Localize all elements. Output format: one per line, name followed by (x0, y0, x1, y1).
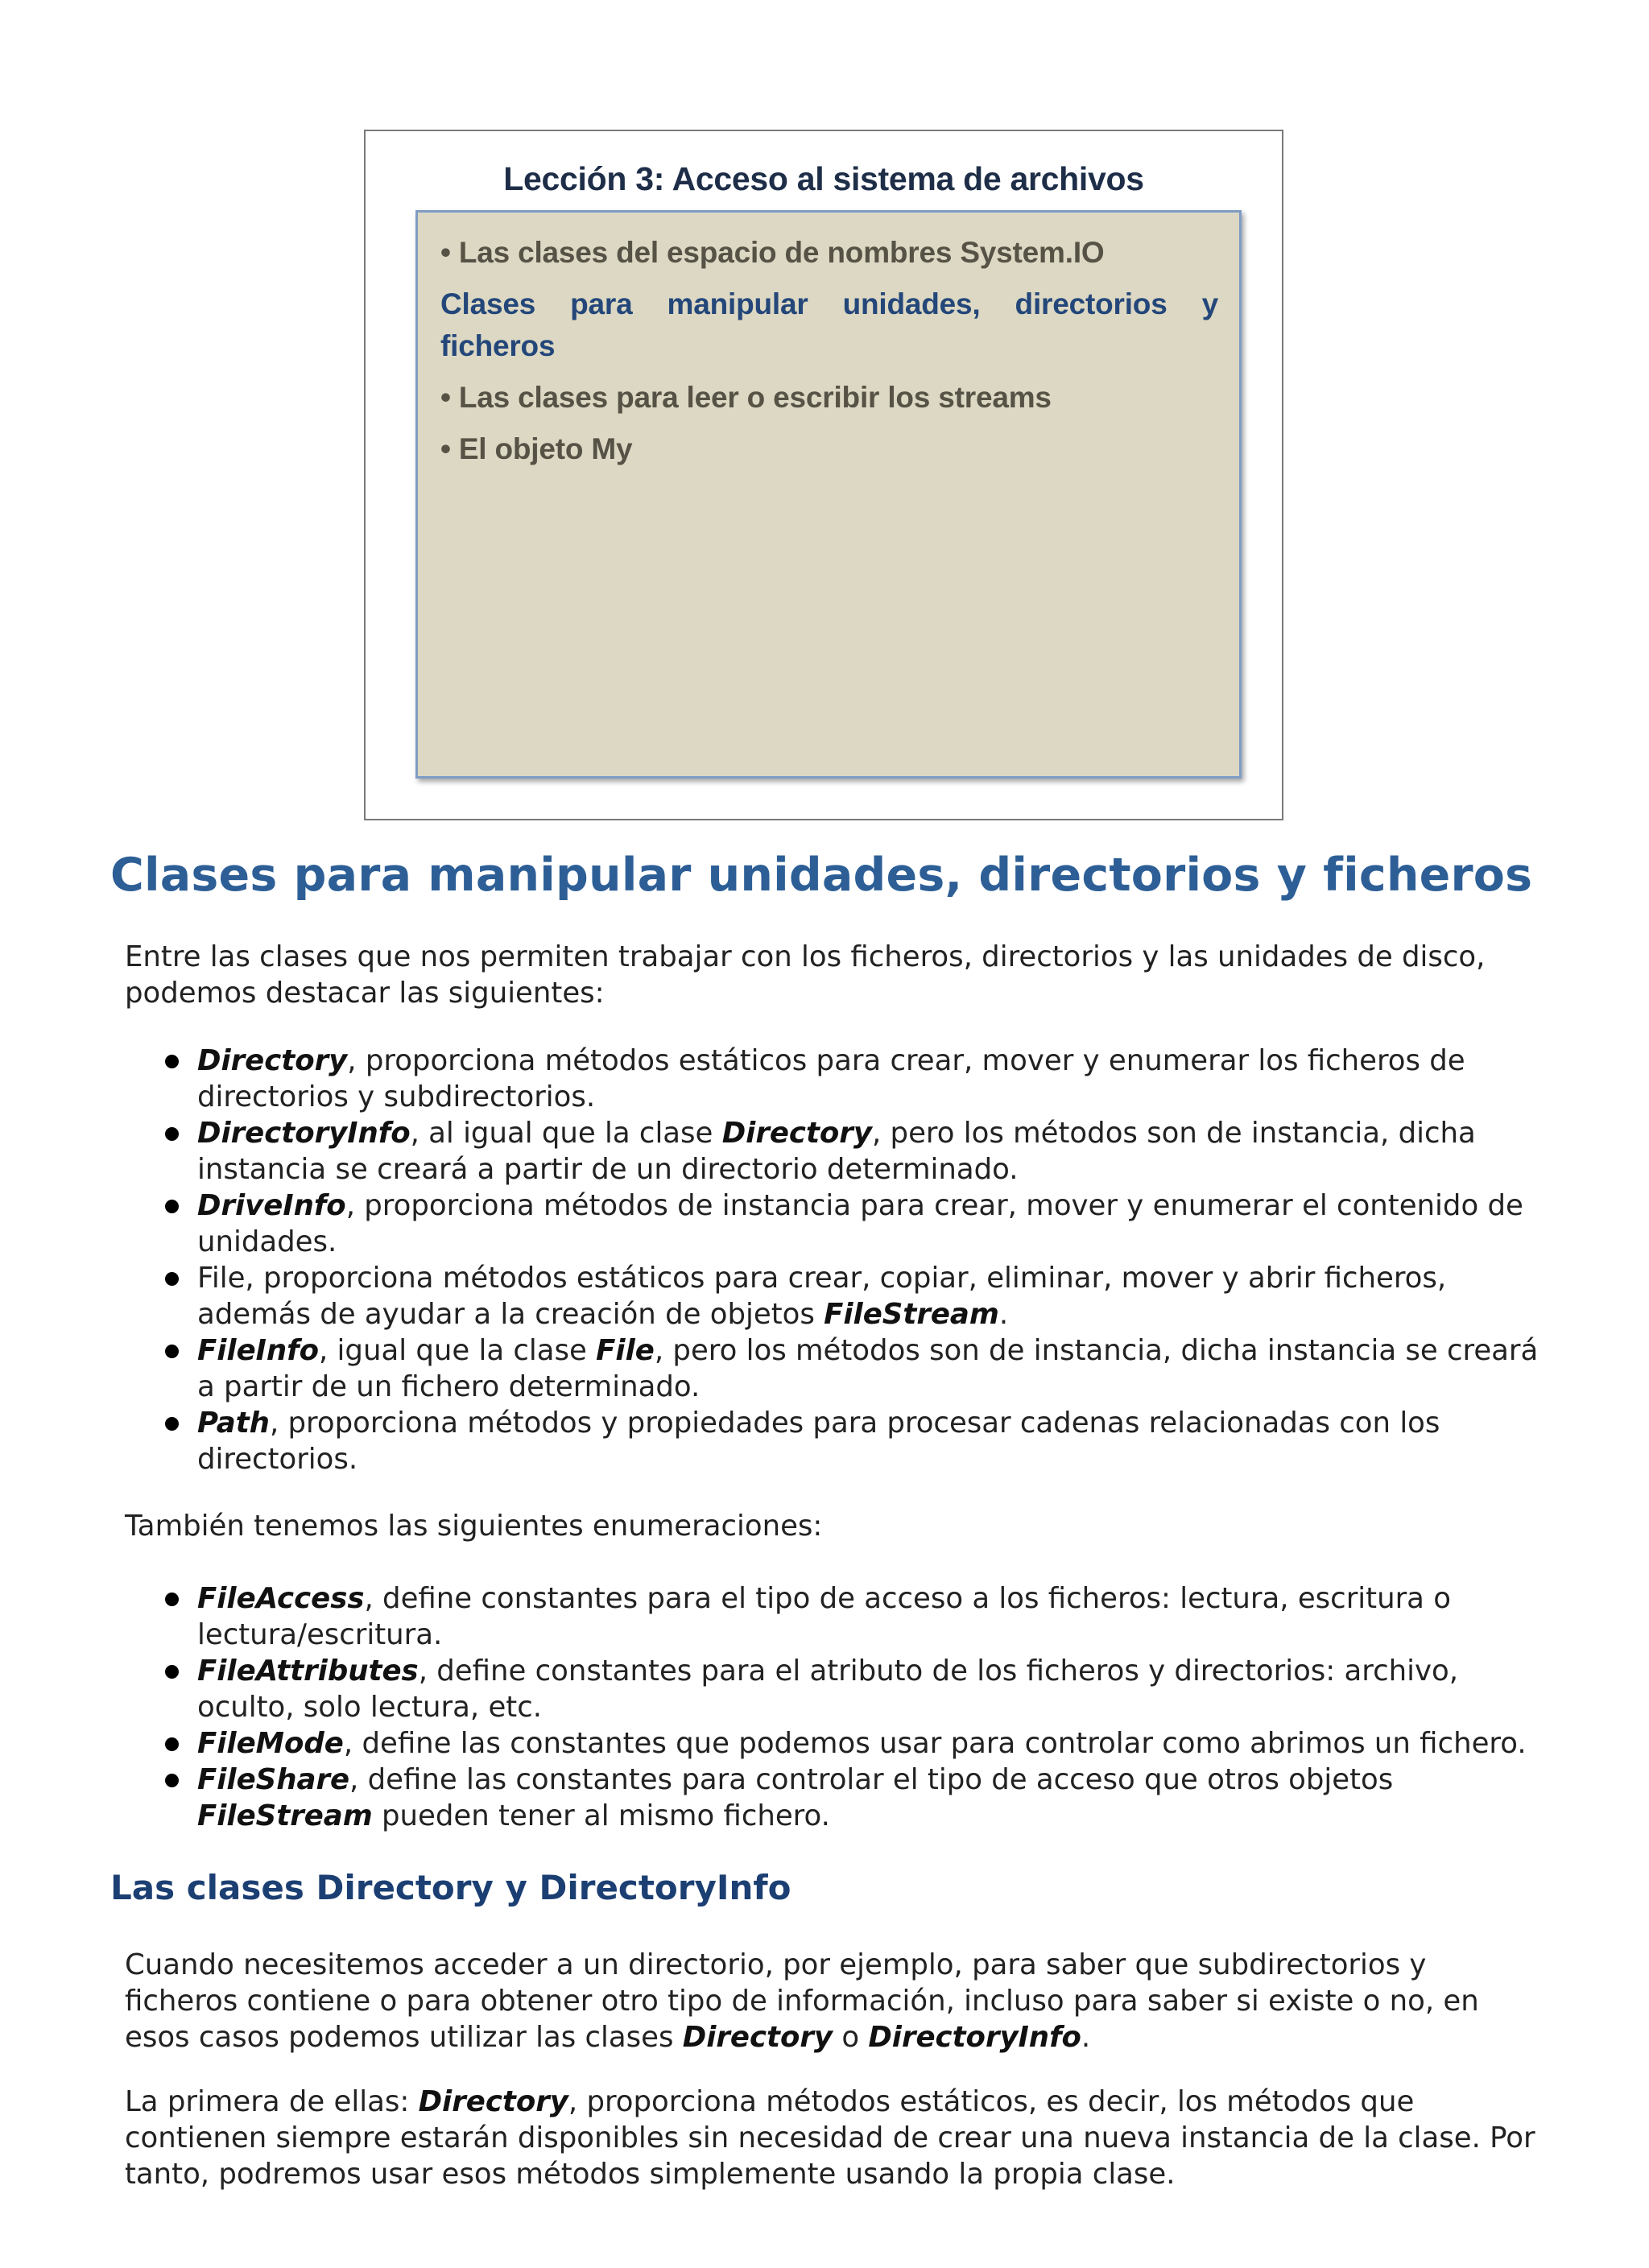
class-name: DirectoryInfo (197, 1117, 411, 1150)
enum-name: FileShare (197, 1763, 350, 1796)
class-name: Path (197, 1407, 270, 1440)
enum-intro-paragraph: También tenemos las siguientes enumeraciones: (125, 1510, 823, 1543)
enum-name: FileMode (197, 1727, 344, 1760)
directory-static-paragraph: La primera de ellas: Directory, proporciona métodos estáticos, es decir, los métodos que contienen siempre estarán disponibles sin necesidad de crear una nueva instancia de la clase. Por tanto, podremos usar esos métodos simplemente usando la propia clase. (125, 2085, 1535, 2191)
slide-bullet-streams: • Las clases para leer o escribir los streams (440, 381, 1052, 414)
classes-list (125, 1043, 1550, 1477)
subsection-title: Las clases Directory y DirectoryInfo (110, 1868, 791, 1907)
slide-content-box (415, 210, 1242, 779)
list-item-fileinfo: FileInfo, igual que la clase File, pero los métodos son de instancia, dicha instancia se creará a partir de un fichero determinado. (125, 1332, 1550, 1405)
intro-paragraph: Entre las clases que nos permiten trabajar con los ficheros, directorios y las unidades de disco, podemos destacar las siguientes: (125, 940, 1486, 1010)
slide-image (364, 130, 1283, 820)
list-item-fileattributes: FileAttributes, define constantes para el atributo de los ficheros y directorios: archivo, oculto, solo lectura, etc. (125, 1653, 1550, 1725)
list-item-file: File, proporciona métodos estáticos para crear, copiar, eliminar, mover y abrir ficheros, además de ayudar a la creación de objetos FileStream. (125, 1260, 1550, 1332)
list-item-driveinfo: DriveInfo, proporciona métodos de instancia para crear, mover y enumerar el contenido de unidades. (125, 1188, 1550, 1260)
slide-highlight-line-2: ficheros (440, 329, 556, 362)
list-item-directory: Directory, proporciona métodos estáticos para crear, mover y enumerar los ficheros de directorios y subdirectorios. (125, 1043, 1550, 1115)
class-name: FileInfo (197, 1334, 319, 1367)
slide-bullet-my: • El objeto My (440, 432, 633, 465)
slide-title: Lección 3: Acceso al sistema de archivos (503, 160, 1144, 197)
slide-bullet-systemio: • Las clases del espacio de nombres System.IO (440, 236, 1105, 269)
slide-highlight-line-1: Clases para manipular unidades, directorios y (440, 287, 1218, 320)
list-item-fileaccess: FileAccess, define constantes para el tipo de acceso a los ficheros: lectura, escritura o lectura/escritura. (125, 1580, 1550, 1653)
class-name: Directory (197, 1044, 348, 1077)
list-item-directoryinfo: DirectoryInfo, al igual que la clase Directory, pero los métodos son de instancia, dicha instancia se creará a partir de un directorio determinado. (125, 1115, 1550, 1188)
enum-name: FileAccess (197, 1582, 365, 1615)
enums-list (125, 1580, 1550, 1834)
list-item-path: Path, proporciona métodos y propiedades para procesar cadenas relacionadas con los directorios. (125, 1405, 1550, 1477)
directory-access-paragraph: Cuando necesitemos acceder a un directorio, por ejemplo, para saber que subdirectorios y ficheros contiene o para obtener otro tipo de información, incluso para saber si existe o no, en esos casos podemos utilizar las clases Directory o DirectoryInfo. (125, 1948, 1479, 2054)
enum-name: FileAttributes (197, 1655, 419, 1688)
list-item-filemode: FileMode, define las constantes que podemos usar para controlar como abrimos un fichero. (125, 1725, 1550, 1762)
list-item-fileshare: FileShare, define las constantes para controlar el tipo de acceso que otros objetos FileStream pueden tener al mismo fichero. (125, 1762, 1550, 1834)
section-title: Clases para manipular unidades, directorios y ficheros (110, 849, 1533, 902)
class-name: DriveInfo (197, 1189, 346, 1222)
